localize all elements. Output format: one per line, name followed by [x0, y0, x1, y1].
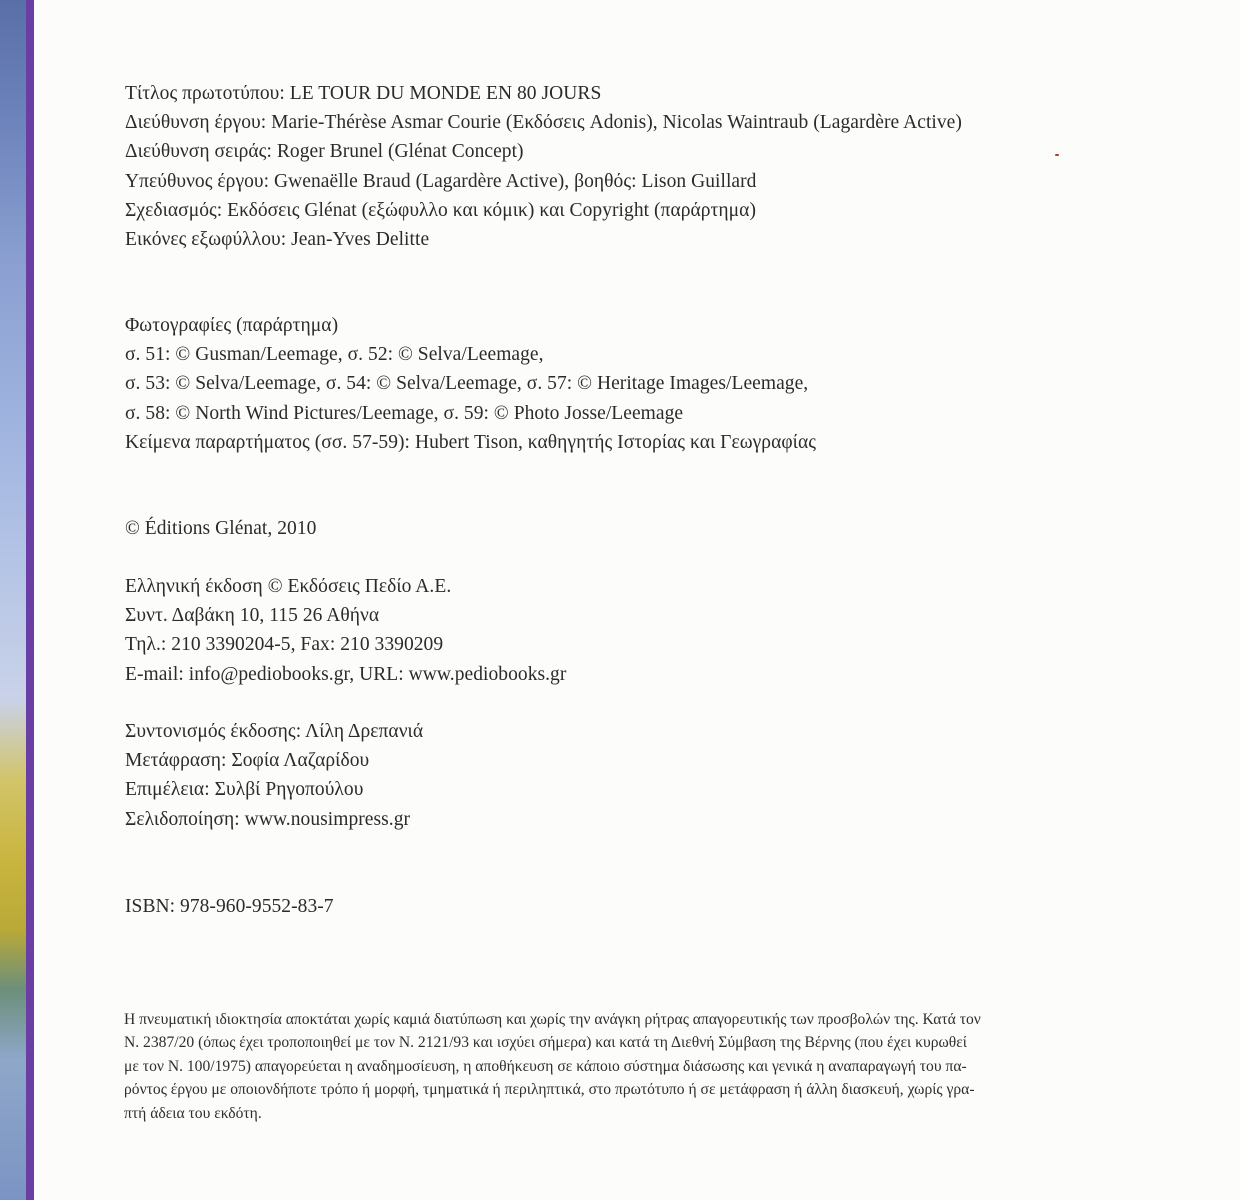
- legal-line-5: πτή άδεια του εκδότη.: [124, 1104, 262, 1122]
- staff-layout: Σελιδοποίηση: www.nousimpress.gr: [125, 808, 411, 830]
- appendix-texts-credit: Κείμενα παραρτήματος (σσ. 57-59): Hubert Tison, καθηγητής Ιστορίας και Γεωγραφίας: [125, 431, 816, 453]
- staff-coordination: Συντονισμός έκδοσης: Λίλη Δρεπανιά: [125, 721, 424, 742]
- credit-cover-images: Εικόνες εξωφύλλου: Jean-Yves Delitte: [125, 229, 430, 251]
- print-speck: [1055, 154, 1059, 156]
- copyright-block: [125, 514, 316, 543]
- credit-design: Σχεδιασμός: Εκδόσεις Glénat (εξώφυλλο και κόμικ) και Copyright (παράρτημα): [125, 199, 756, 221]
- publisher-address: Συντ. Δαβάκη 10, 115 26 Αθήνα: [125, 605, 380, 627]
- purple-binding-edge: [26, 0, 34, 1200]
- photos-heading: Φωτογραφίες (παράρτημα): [125, 315, 339, 336]
- staff-block: [125, 717, 423, 834]
- legal-line-2: Ν. 2387/20 (όπως έχει τροποποιηθεί με τον Ν. 2121/93 και ισχύει σήμερα) και κατά τη Διεθνή Σύμβαση της Βέρνης (που έχει κυρωθεί: [124, 1034, 967, 1052]
- legal-line-4: ρόντος έργου με οποιονδήποτε τρόπο ή μορφή, τμηματικά ή περιληπτικά, στο πρωτότυπο ή σε μετάφραση ή άλλη διασκευή, χωρίς γρα-: [124, 1081, 975, 1099]
- publisher-email-url: E-mail: info@pediobooks.gr, URL: www.pediobooks.gr: [125, 663, 567, 685]
- credit-series-direction: Διεύθυνση σειράς: Roger Brunel (Glénat Concept): [125, 141, 524, 163]
- legal-line-1: Η πνευματική ιδιοκτησία αποκτάται χωρίς καμιά διατύπωση και χωρίς την ανάγκη ρήτρας απαγορευτικής των προσβολών της. Κατά τον: [124, 1011, 981, 1028]
- legal-notice: [124, 1008, 1216, 1125]
- credits-block: [125, 79, 962, 254]
- publisher-phone-fax: Τηλ.: 210 3390204-5, Fax: 210 3390209: [125, 634, 444, 656]
- publisher-block: [125, 572, 566, 689]
- isbn-number: ISBN: 978-960-9552-83-7: [125, 896, 334, 917]
- legal-line-3: με τον Ν. 100/1975) απαγορεύεται η αναδημοσίευση, η αποθήκευση σε κάποιο σύστημα διάσωσης και γενικά η αναπαραγωγή του πα-: [124, 1057, 967, 1075]
- copyright-notice: © Éditions Glénat, 2010: [125, 518, 317, 539]
- credit-project-manager: Υπεύθυνος έργου: Gwenaëlle Braud (Lagardère Active), βοηθός: Lison Guillard: [125, 170, 757, 192]
- staff-translation: Μετάφραση: Σοφία Λαζαρίδου: [125, 750, 370, 772]
- greek-edition-publisher: Ελληνική έκδοση © Εκδόσεις Πεδίο Α.Ε.: [125, 576, 452, 597]
- isbn-block: [125, 892, 334, 921]
- photos-line-1: σ. 51: © Gusman/Leemage, σ. 52: © Selva/Leemage,: [125, 344, 544, 366]
- credit-original-title: Τίτλος πρωτοτύπου: LE TOUR DU MONDE EN 80 JOURS: [125, 83, 602, 104]
- credit-project-direction: Διεύθυνση έργου: Marie-Thérèse Asmar Courie (Εκδόσεις Adonis), Nicolas Waintraub (Lagardère Active): [125, 112, 962, 134]
- photos-line-2: σ. 53: © Selva/Leemage, σ. 54: © Selva/Leemage, σ. 57: © Heritage Images/Leemage,: [125, 373, 809, 395]
- photos-line-3: σ. 58: © North Wind Pictures/Leemage, σ. 59: © Photo Josse/Leemage: [125, 402, 684, 424]
- photos-block: [125, 311, 816, 457]
- staff-editing: Επιμέλεια: Συλβί Ρηγοπούλου: [125, 779, 364, 801]
